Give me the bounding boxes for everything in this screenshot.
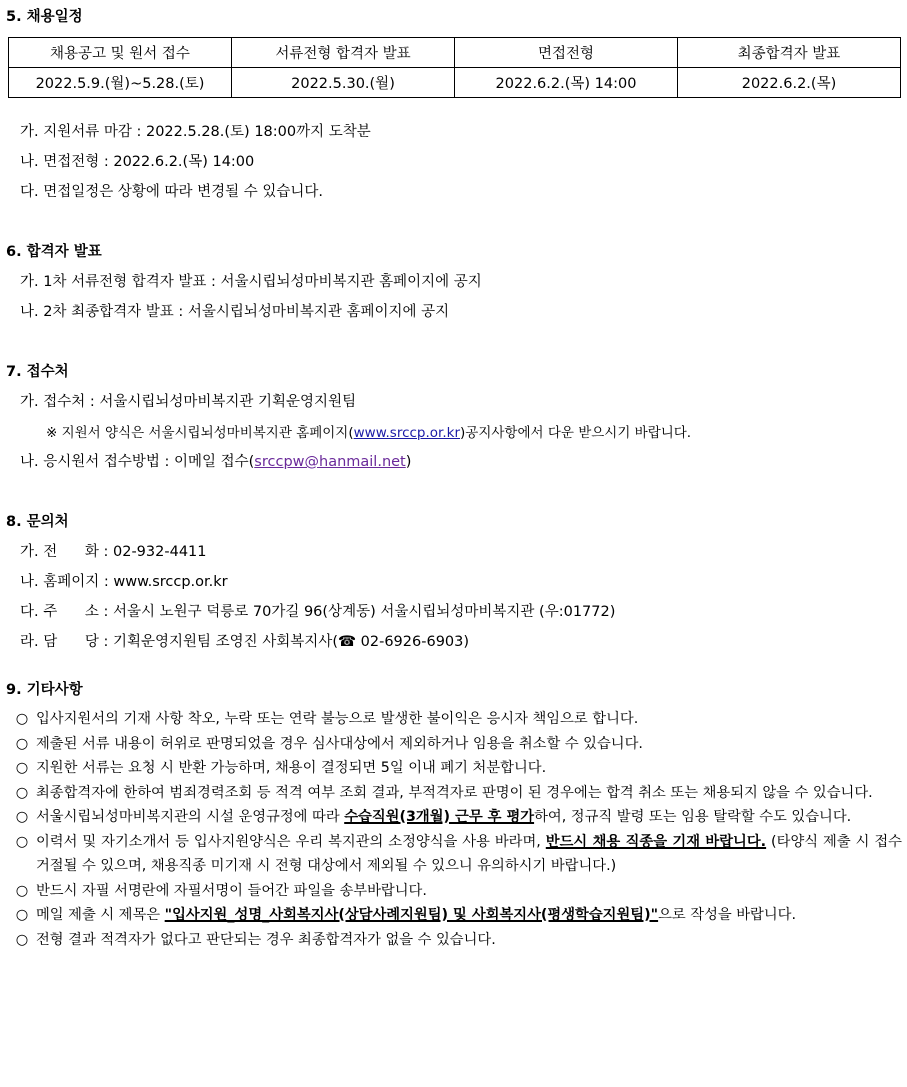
- list-item-text: 지원한 서류는 요청 시 반환 가능하며, 채용이 결정되면 5일 이내 폐기 처분합니다.: [36, 760, 547, 776]
- list-item: 나. 면접전형 : 2022.6.2.(목) 14:00: [20, 154, 255, 170]
- table-cell: 2022.5.9.(월)~5.28.(토): [9, 68, 232, 98]
- list-item-text: 입사지원서의 기재 사항 착오, 누락 또는 연락 불능으로 발생한 불이익은 응시자 책임으로 합니다.: [36, 711, 639, 727]
- homepage-link[interactable]: www.srccp.or.kr: [353, 425, 461, 441]
- section-heading-contact: 8. 문의처: [6, 514, 69, 530]
- list-item-text: 이력서 및 자기소개서 등 입사지원양식은 우리 복지관의 소정양식을 사용 바라며,: [36, 833, 546, 850]
- list-item: 다. 면접일정은 상황에 따라 변경될 수 있습니다.: [20, 184, 324, 200]
- list-item: [14, 805, 902, 830]
- list-item: [14, 879, 902, 904]
- bullet-circle-icon: ○: [15, 809, 29, 825]
- list-item-text: 최종합격자에 한하여 범죄경력조회 등 적격 여부 조회 결과, 부적격자로 판명이 된 경우에는 합격 취소 또는 채용되지 않을 수 있습니다.: [36, 784, 873, 801]
- list-item-text: 나. 응시원서 접수방법 : 이메일 접수(: [20, 454, 255, 470]
- list-item: [14, 928, 902, 953]
- list-item: [14, 756, 902, 781]
- schedule-table: [8, 37, 901, 98]
- list-item: 나. 홈페이지 : www.srccp.or.kr: [20, 574, 228, 590]
- table-header-cell: 최종합격자 발표: [678, 38, 901, 68]
- bullet-circle-icon: ○: [15, 833, 29, 850]
- list-item-text: 으로 작성을 바랍니다.: [658, 907, 797, 923]
- list-item: 가. 1차 서류전형 합격자 발표 : 서울시립뇌성마비복지관 홈페이지에 공지: [20, 274, 482, 290]
- table-header-cell: 서류전형 합격자 발표: [232, 38, 455, 68]
- list-item: 가. 전 화 : 02-932-4411: [20, 544, 207, 560]
- list-item: 가. 접수처 : 서울시립뇌성마비복지관 기획운영지원팀: [20, 394, 357, 410]
- bullet-circle-icon: ○: [15, 760, 29, 776]
- list-item-text: 반드시 자필 서명란에 자필서명이 들어간 파일을 송부바랍니다.: [36, 882, 427, 899]
- list-item: 가. 지원서류 마감 : 2022.5.28.(토) 18:00까지 도착분: [20, 124, 371, 140]
- list-item: 다. 주 소 : 서울시 노원구 덕릉로 70가길 96(상계동) 서울시립뇌성마비복지관 (우:01772): [20, 604, 616, 620]
- list-item: [14, 707, 902, 732]
- bullet-circle-icon: ○: [15, 735, 29, 752]
- section-heading-reception: 7. 접수처: [6, 364, 69, 380]
- note-text: )공지사항에서 다운 받으시기 바랍니다.: [460, 425, 692, 441]
- emphasis-probation: 수습직원(3개월) 근무 후 평가: [344, 809, 535, 825]
- list-item-text: 메일 제출 시 제목은: [36, 907, 165, 923]
- bullet-circle-icon: ○: [15, 907, 29, 923]
- table-cell: 2022.6.2.(목) 14:00: [455, 68, 678, 98]
- section-heading-schedule: 5. 채용일정: [6, 9, 83, 25]
- section-heading-announcement: 6. 합격자 발표: [6, 244, 102, 260]
- list-item-text: 전형 결과 적격자가 없다고 판단되는 경우 최종합격자가 없을 수 있습니다.: [36, 931, 496, 948]
- list-item: [20, 450, 411, 471]
- misc-bullet-list: [14, 707, 902, 952]
- bullet-circle-icon: ○: [15, 711, 29, 727]
- list-item: [14, 732, 902, 757]
- list-item: 나. 2차 최종합격자 발표 : 서울시립뇌성마비복지관 홈페이지에 공지: [20, 304, 450, 320]
- emphasis-mail-subject: "입사지원_성명_사회복지사(상담사례지원팀) 및 사회복지사(평생학습지원팀)": [164, 907, 659, 923]
- list-item-text: (타양식 제출 시 접수 거절될 수 있으며, 채용직종 미기재 시 전형 대상에서 제외될 수 있으니 유의하시기 바랍니다.): [36, 833, 902, 874]
- list-item-text: 서울시립뇌성마비복지관의 시설 운영규정에 따라: [36, 809, 345, 825]
- note-text: ※ 지원서 양식은 서울시립뇌성마비복지관 홈페이지(: [46, 425, 354, 441]
- bullet-circle-icon: ○: [15, 882, 29, 899]
- table-row: [9, 68, 901, 98]
- list-item: [14, 781, 902, 806]
- list-item-text: 하여, 정규직 발령 또는 임용 탈락할 수도 있습니다.: [534, 809, 852, 825]
- table-cell: 2022.5.30.(월): [232, 68, 455, 98]
- table-header-cell: 면접전형: [455, 38, 678, 68]
- section-heading-misc: 9. 기타사항: [6, 682, 83, 698]
- list-item: 라. 담 당 : 기획운영지원팀 조영진 사회복지사(☎ 02-6926-6903): [20, 634, 470, 650]
- list-item-text: 제출된 서류 내용이 허위로 판명되었을 경우 심사대상에서 제외하거나 임용을 취소할 수 있습니다.: [36, 735, 643, 752]
- table-header-row: [9, 38, 901, 68]
- table-header-cell: 채용공고 및 원서 접수: [9, 38, 232, 68]
- form-download-note: [46, 421, 691, 441]
- list-item-text: ): [405, 454, 412, 470]
- list-item: [14, 830, 902, 879]
- table-cell: 2022.6.2.(목): [678, 68, 901, 98]
- emphasis-job-type: 반드시 채용 직종을 기재 바랍니다.: [545, 833, 767, 850]
- bullet-circle-icon: ○: [15, 784, 29, 801]
- bullet-circle-icon: ○: [15, 931, 29, 948]
- email-link[interactable]: srccpw@hanmail.net: [254, 454, 406, 470]
- list-item: [14, 903, 902, 928]
